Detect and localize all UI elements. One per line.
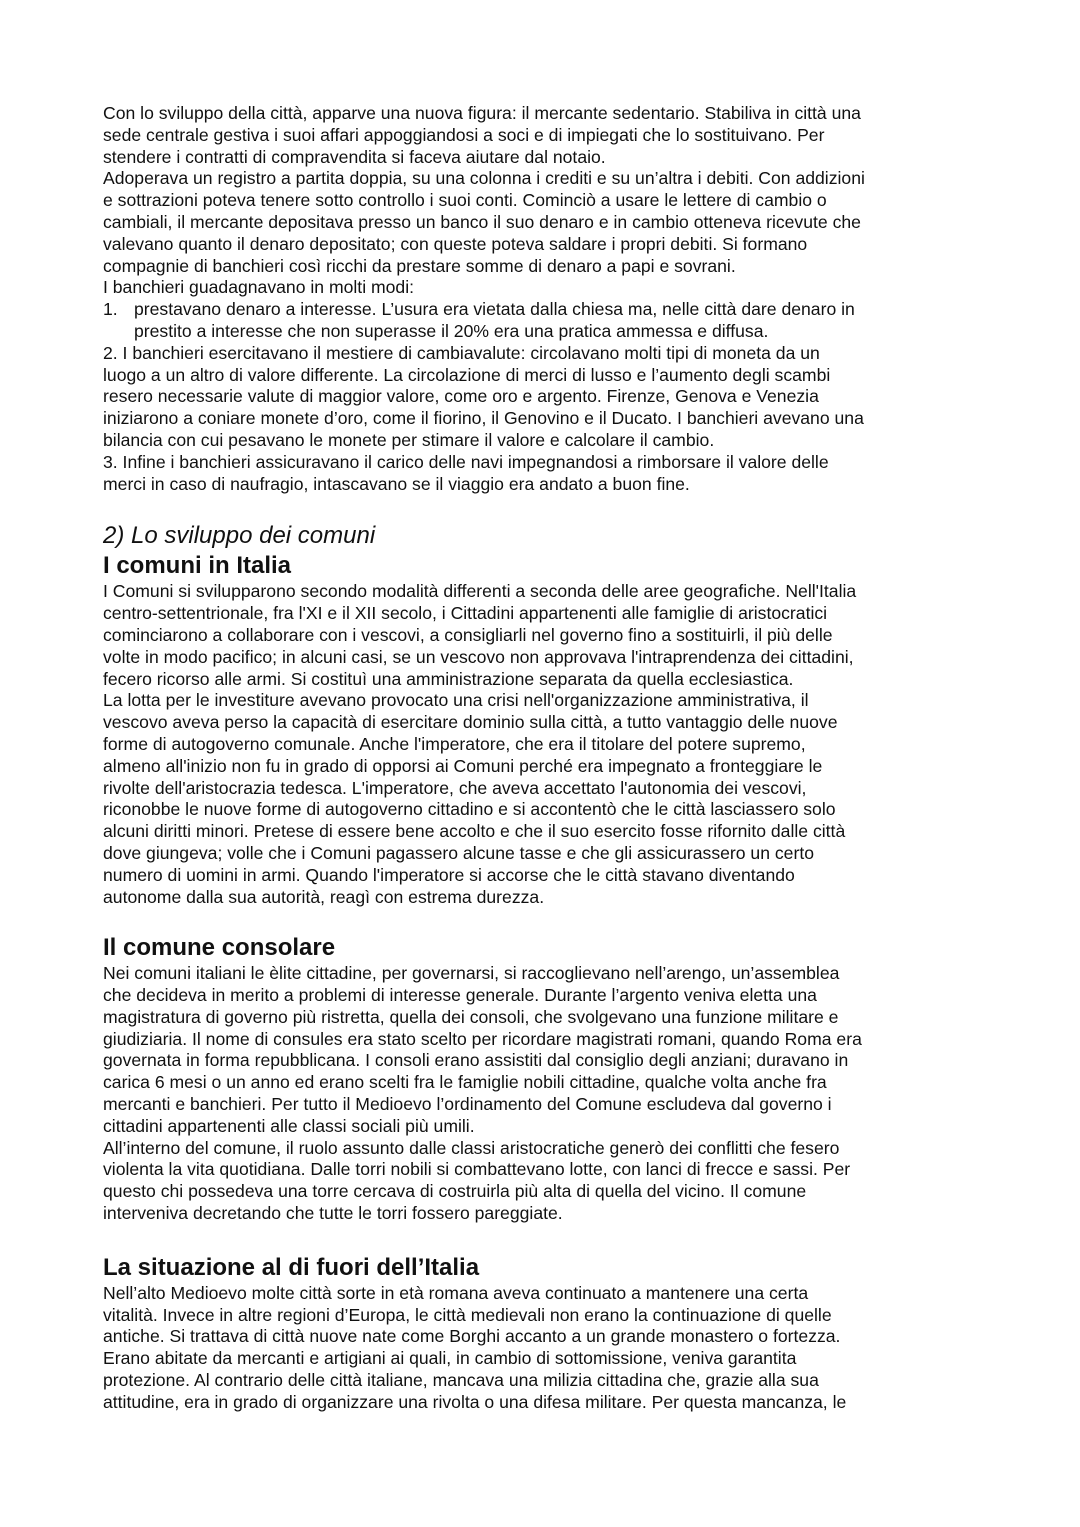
text-line: forme di autogoverno comunale. Anche l'imperatore, che era il titolare del potere supremo, [103,733,806,754]
text-line: giudiziaria. Il nome di consules era stato scelto per ricordare magistrati romani, quando Roma era [103,1028,862,1049]
text-line: governata in forma repubblicana. I consoli erano assistiti dal consiglio degli anziani; duravano in [103,1050,849,1071]
text-line: iniziarono a coniare monete d’oro, come il fiorino, il Genovino e il Ducato. I banchieri avevano una [103,408,864,429]
list-item [103,299,983,321]
text-line: 2. I banchieri esercitavano il mestiere di cambiavalute: circolavano molti tipi di moneta da un [103,342,820,363]
text-line: attitudine, era in grado di organizzare una rivolta o una difesa militare. Per questa mancanza, le [103,1391,847,1412]
text-line: riconobbe le nuove forme di autogoverno cittadino e si accontentò che le città lasciassero solo [103,799,836,820]
text-line: volte in modo pacifico; in alcuni casi, se un vescovo non approvava l'intraprendenza dei cittadini, [103,646,854,667]
section-heading: I comuni in Italia [103,552,292,580]
text-line: rivolte dell'aristocrazia tedesca. L'imperatore, che aveva accettato l'autonomia dei vescovi, [103,777,807,798]
document-page [103,103,983,1414]
consolare-paragraph [103,963,983,1225]
text-line: protezione. Al contrario delle città italiane, mancava una milizia cittadina che, grazie alla sua [103,1370,819,1391]
text-line: stendere i contratti di compravendita si faceva aiutare dal notaio. [103,146,606,167]
text-line: All’interno del comune, il ruolo assunto dalle classi aristocratiche generò dei conflitti che fesero [103,1137,840,1158]
text-line: dove giungeva; volle che i Comuni pagassero alcune tasse e che gli assicurassero un certo [103,842,815,863]
text-line: compagnie di banchieri così ricchi da prestare somme di denaro a papi e sovrani. [103,255,736,276]
text-line: Nei comuni italiani le èlite cittadine, per governarsi, si raccoglievano nell’arengo, un’assemblea [103,963,840,984]
text-line: vescovo aveva perso la capacità di esercitare dominio sulla città, a tutto vantaggio delle nuove [103,712,838,733]
text-line: valevano quanto il denaro depositato; con queste poteva saldare i propri debiti. Si formano [103,233,808,254]
text-line: La lotta per le investiture avevano provocato una crisi nell'organizzazione amministrativa, il [103,690,809,711]
text-line: interveniva decretando che tutte le torri fossero pareggiate. [103,1203,563,1224]
text-line: questo chi possedeva una torre cercava di costruirla più alta di quella del vicino. Il comune [103,1181,807,1202]
text-line: numero di uomini in armi. Quando l'imperatore si accorse che le città stavano diventando [103,864,795,885]
text-line: alcuni diritti minori. Pretese di essere bene accolto e che il suo esercito fosse rifornito dalle città [103,821,846,842]
section-heading: Il comune consolare [103,934,336,962]
text-line: Adoperava un registro a partita doppia, su una colonna i crediti e su un’altra i debiti. Con addizioni [103,168,865,189]
text-line: autonome dalla sua autorità, reagì con estrema durezza. [103,886,545,907]
text-line: bilancia con cui pesavano le monete per stimare il valore e calcolare il cambio. [103,429,715,450]
text-line: sede centrale gestiva i suoi affari appoggiandosi a soci e di impiegati che lo sostituivano. Per [103,124,825,145]
list-item-continuation: prestito a interesse che non superasse il 20% era una pratica ammessa e diffusa. [134,320,769,341]
text-line: fecero ricorso alle armi. Si costituì una amministrazione separata da quella ecclesiastica. [103,668,794,689]
text-line: Nell’alto Medioevo molte città sorte in età romana aveva continuato a mantenere una certa [103,1282,809,1303]
text-line: Con lo sviluppo della città, apparve una nuova figura: il mercante sedentario. Stabiliva in città una [103,103,861,123]
text-line: almeno all'inizio non fu in grado di opporsi ai Comuni perché era impegnato a fronteggiare le [103,755,823,776]
text-line: cittadini appartenenti alle classi sociali più umili. [103,1115,475,1136]
section-title: 2) Lo sviluppo dei comuni [103,522,376,550]
text-line: magistratura di governo più ristretta, quella dei consoli, che svolgevano una funzione militare e [103,1006,839,1027]
text-line: I banchieri guadagnavano in molti modi: [103,277,415,298]
text-line: vitalità. Invece in altre regioni d’Europa, le città medievali non erano la continuazione di quelle [103,1304,832,1325]
text-line: merci in caso di naufragio, intascavano se il viaggio era andato a buon fine. [103,473,690,494]
text-line: antiche. Si trattava di città nuove nate come Borghi accanto a un grande monastero o fortezza. [103,1326,841,1347]
text-line: I Comuni si svilupparono secondo modalità differenti a seconda delle aree geografiche. Nell'Italia [103,581,857,602]
text-line: 3. Infine i banchieri assicuravano il carico delle navi impegnandosi a rimborsare il valore delle [103,451,829,472]
text-line: Erano abitate da mercanti e artigiani ai quali, in cambio di sottomissione, veniva garantita [103,1348,797,1369]
text-line: e sottrazioni poteva tenere sotto controllo i suoi conti. Cominciò a usare le lettere di cambio o [103,190,827,211]
text-line: cambiali, il mercante depositava presso un banco il suo denaro e in cambio otteneva ricevute che [103,211,861,232]
text-line: luogo a un altro di valore differente. La circolazione di merci di lusso e l’aumento degli scambi [103,364,831,385]
merchant-paragraph [103,103,983,495]
text-line: mercanti e banchieri. Per tutto il Medioevo l’ordinamento del Comune escludeva dal governo i [103,1094,832,1115]
text-line: carica 6 mesi o un anno ed erano scelti fra le famiglie nobili cittadine, qualche volta anche fra [103,1072,827,1093]
list-item-text: prestavano denaro a interesse. L’usura era vietata dalla chiesa ma, nelle città dare denaro in [134,299,855,320]
list-number: 1. [103,299,118,320]
text-line: cominciarono a collaborare con i vescovi, a consigliarli nel governo fino a sostituirli, il più delle [103,624,833,645]
outside-italy-paragraph [103,1283,983,1414]
comuni-paragraph [103,581,983,908]
text-line: che decideva in merito a problemi di interesse generale. Durante l’argento veniva eletta una [103,985,817,1006]
text-line: centro-settentrionale, fra l'XI e il XII secolo, i Cittadini appartenenti alle famiglie di aristocratici [103,603,828,624]
section-heading: La situazione al di fuori dell’Italia [103,1253,480,1281]
text-line: resero necessarie valute di maggior valore, come oro e argento. Firenze, Genova e Venezia [103,386,819,407]
text-line: violenta la vita quotidiana. Dalle torri nobili si combattevano lotte, con lanci di frecce e sassi. Per [103,1159,851,1180]
